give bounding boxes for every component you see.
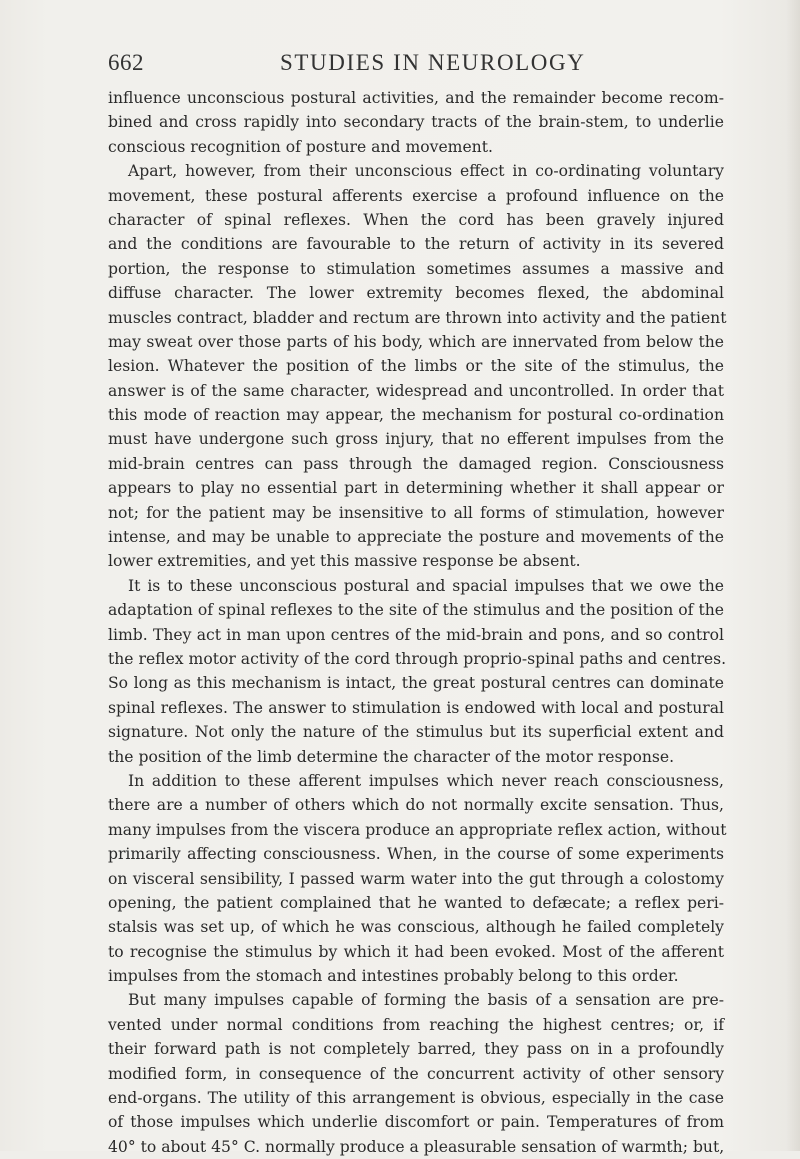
text-line: vented under normal conditions from reaching the highest centres; or, if xyxy=(108,1015,724,1034)
text-line: conscious recognition of posture and movement. xyxy=(108,137,493,156)
text-line: intense, and may be unable to appreciate the posture and movements of the xyxy=(108,528,724,547)
text-line: It is to these unconscious postural and spacial impulses that we owe the xyxy=(128,576,724,595)
text-line: of those impulses which underlie discomfort or pain. Temperatures of from xyxy=(108,1113,724,1132)
text-line: lesion. Whatever the position of the limbs or the site of the stimulus, the xyxy=(108,357,724,376)
paragraph xyxy=(108,574,727,769)
text-line: muscles contract, bladder and rectum are thrown into activity and the patient xyxy=(108,308,727,327)
text-line: mid-brain centres can pass through the damaged region. Consciousness xyxy=(108,454,724,473)
text-line: 40° to about 45° C. normally produce a pleasurable sensation of warmth; but, xyxy=(108,1137,725,1156)
paragraph xyxy=(108,988,724,1159)
text-line: bined and cross rapidly into secondary tracts of the brain-stem, to underlie xyxy=(108,113,724,132)
text-line: and the conditions are favourable to the return of activity in its severed xyxy=(108,235,724,254)
text-line: their forward path is not completely barred, they pass on in a profoundly xyxy=(108,1040,724,1059)
text-line: spinal reflexes. The answer to stimulation is endowed with local and postural xyxy=(108,698,724,717)
text-line: limb. They act in man upon centres of the mid-brain and pons, and so control xyxy=(108,625,724,644)
text-line: lower extremities, and yet this massive response be absent. xyxy=(108,552,581,571)
text-line: end-organs. The utility of this arrangement is obvious, especially in the case xyxy=(108,1089,724,1108)
page-number: 662 xyxy=(108,50,144,75)
text-line: stalsis was set up, of which he was conscious, although he failed completely xyxy=(108,918,724,937)
body-text xyxy=(108,86,727,1159)
text-line: must have undergone such gross injury, that no efferent impulses from the xyxy=(108,430,724,449)
paragraph xyxy=(108,159,727,574)
text-line: signature. Not only the nature of the stimulus but its superficial extent and xyxy=(108,723,724,742)
text-line: appears to play no essential part in determining whether it shall appear or xyxy=(108,479,724,498)
page-header xyxy=(0,50,800,90)
text-line: the position of the limb determine the character of the motor response. xyxy=(108,747,675,766)
text-line: may sweat over those parts of his body, which are innervated from below the xyxy=(108,332,724,351)
text-line: impulses from the stomach and intestines probably belong to this order. xyxy=(108,967,679,986)
text-line: But many impulses capable of forming the basis of a sensation are pre- xyxy=(128,991,724,1010)
text-line: opening, the patient complained that he wanted to defæcate; a reflex peri- xyxy=(108,893,724,912)
text-line: many impulses from the viscera produce an appropriate reflex action, without xyxy=(108,820,727,839)
text-line: there are a number of others which do not normally excite sensation. Thus, xyxy=(108,796,724,815)
text-line: not; for the patient may be insensitive to all forms of stimulation, however xyxy=(108,503,724,522)
text-line: influence unconscious postural activities, and the remainder become recom- xyxy=(108,89,724,107)
text-line: to recognise the stimulus by which it had been evoked. Most of the afferent xyxy=(108,942,724,961)
text-line: answer is of the same character, widespread and uncontrolled. In order that xyxy=(108,381,724,400)
running-head: STUDIES IN NEUROLOGY xyxy=(280,50,586,75)
text-line: In addition to these afferent impulses which never reach consciousness, xyxy=(128,771,724,790)
text-line: modified form, in consequence of the concurrent activity of other sensory xyxy=(108,1064,724,1083)
text-line: the reflex motor activity of the cord through proprio-spinal paths and centres. xyxy=(108,649,727,668)
text-line: primarily affecting consciousness. When, in the course of some experiments xyxy=(108,845,724,864)
paragraph xyxy=(108,86,724,159)
text-line: adaptation of spinal reflexes to the site of the stimulus and the position of the xyxy=(108,601,724,620)
text-line: diffuse character. The lower extremity becomes flexed, the abdominal xyxy=(108,284,724,303)
text-line: character of spinal reflexes. When the cord has been gravely injured xyxy=(108,210,724,229)
text-line: Apart, however, from their unconscious effect in co-ordinating voluntary xyxy=(128,162,724,181)
text-line: portion, the response to stimulation sometimes assumes a massive and xyxy=(108,259,724,278)
text-line: this mode of reaction may appear, the mechanism for postural co-ordination xyxy=(108,406,724,425)
page-edge-shadow xyxy=(786,0,800,1151)
text-line: on visceral sensibility, I passed warm water into the gut through a colostomy xyxy=(108,869,724,888)
text-line: movement, these postural afferents exercise a profound influence on the xyxy=(108,186,724,205)
text-line: So long as this mechanism is intact, the great postural centres can dominate xyxy=(108,674,724,693)
paragraph xyxy=(108,769,727,989)
